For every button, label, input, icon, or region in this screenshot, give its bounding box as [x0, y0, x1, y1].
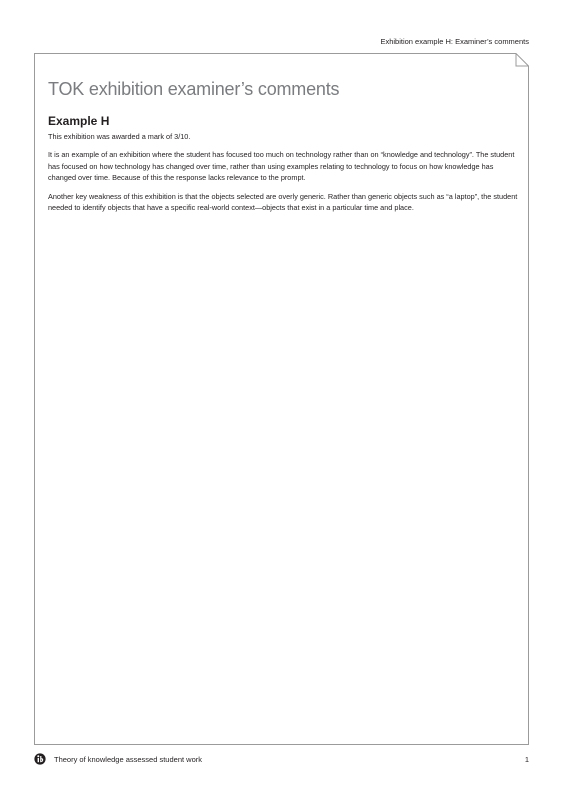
page-number: 1	[524, 755, 529, 764]
page-title: TOK exhibition examiner’s comments	[48, 79, 340, 99]
paragraph-focus: It is an example of an exhibition where the student has focused too much on technology rather than on “knowledge and technology”. The student has focused on how technology has changed over time, rather than using examples relating to technology to focus on how knowledge has changed over time. Because of this the response lacks relevance to the prompt.	[48, 150, 515, 183]
footer	[34, 753, 529, 767]
running-header: Exhibition example H: Examiner’s comments	[380, 37, 529, 46]
page-content	[48, 79, 518, 220]
example-heading: Example H	[48, 114, 110, 128]
page-frame	[34, 53, 529, 745]
paragraph-weakness: Another key weakness of this exhibition is that the objects selected are overly generic. Rather than generic objects such as “a laptop”, the student needed to identify objects that have a specific real-world context—objects that exist in a particular time and place.	[48, 191, 518, 213]
footer-text: Theory of knowledge assessed student work	[54, 755, 202, 764]
ib-logo-icon	[34, 753, 46, 765]
paragraph-mark: This exhibition was awarded a mark of 3/10.	[48, 132, 191, 141]
